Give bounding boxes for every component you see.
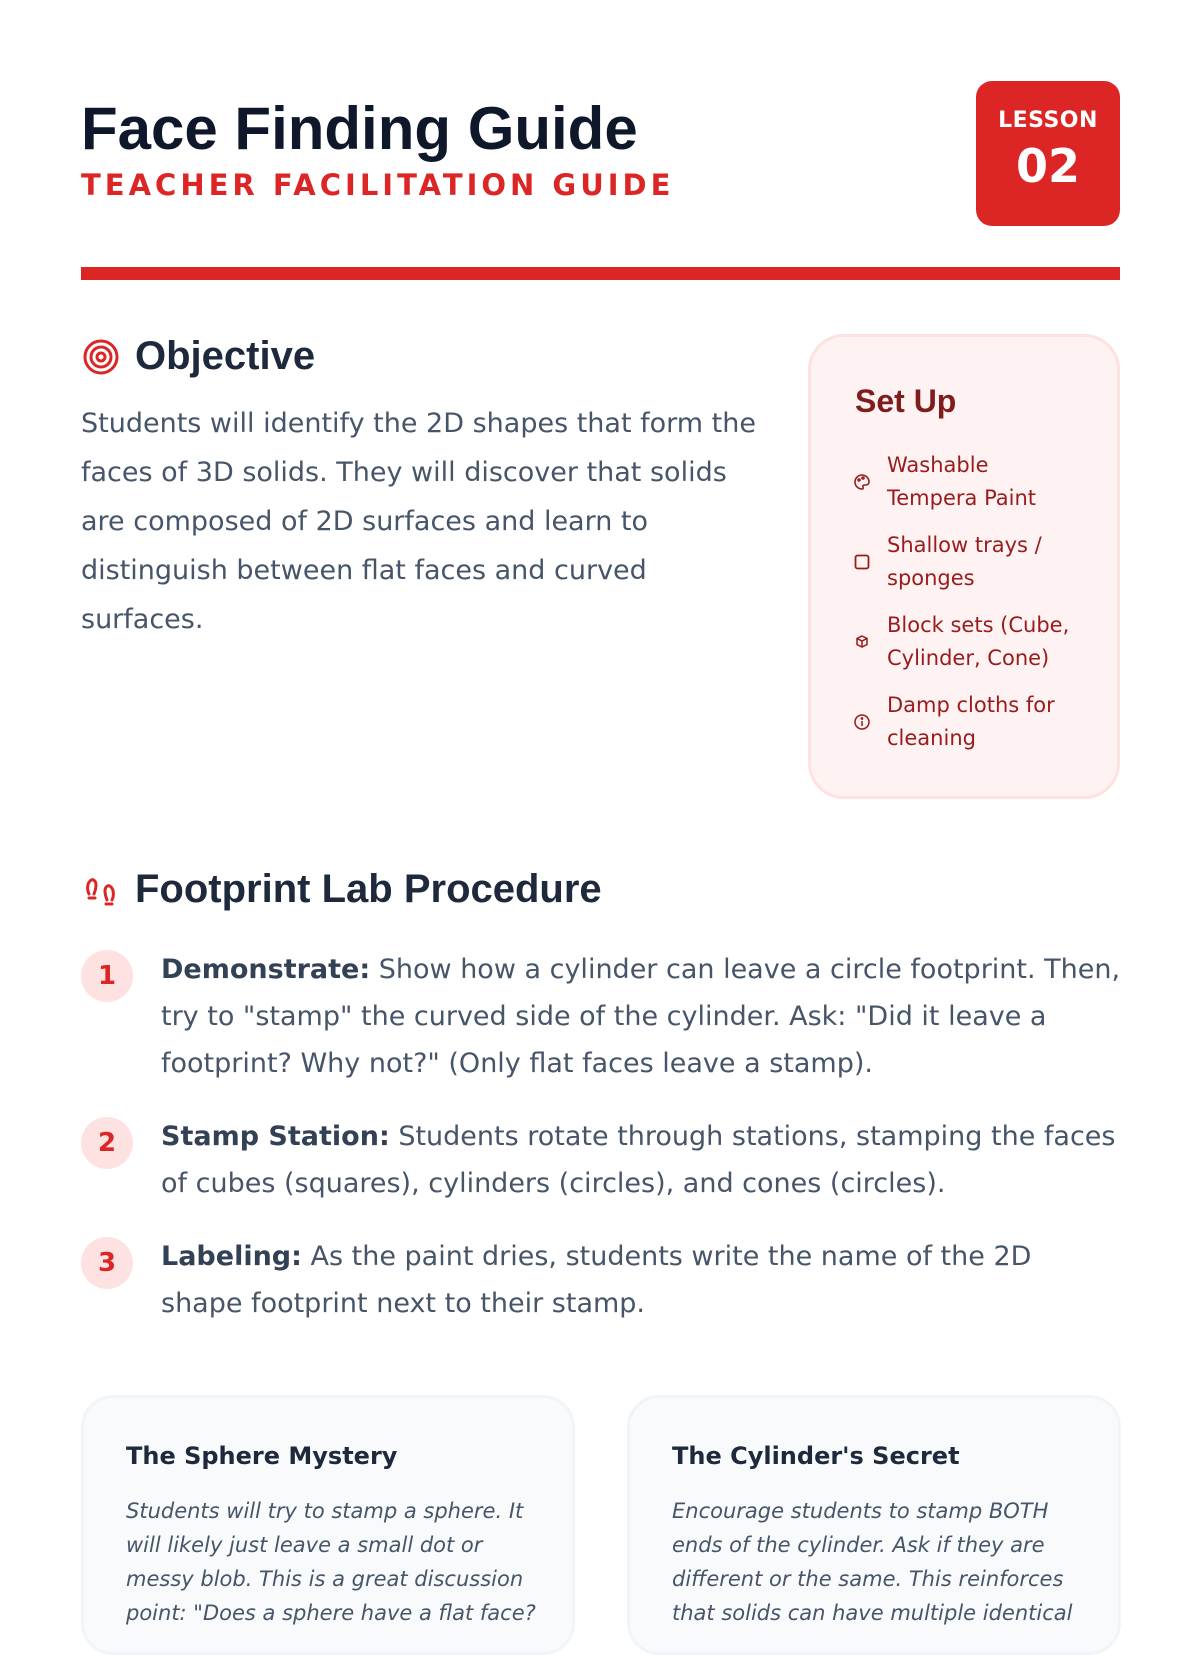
lesson-badge <box>976 81 1120 226</box>
objective-heading <box>81 334 315 379</box>
tip-card-title: The Sphere Mystery <box>126 1442 398 1470</box>
setup-item <box>853 609 1083 675</box>
palette-icon <box>853 473 871 491</box>
header-divider <box>81 267 1120 280</box>
tip-card-sphere <box>81 1395 575 1655</box>
procedure-steps <box>81 946 1121 1353</box>
setup-item <box>853 449 1083 515</box>
step-text: Students rotate through stations, stamping the faces of cubes (squares), cylinders (circles), and cones (circles). <box>161 1121 1116 1199</box>
target-icon <box>81 337 121 377</box>
setup-list <box>853 449 1083 769</box>
step-text: Show how a cylinder can leave a circle footprint. Then, try to "stamp" the curved side of the cylinder. Ask: "Did it leave a footprint? Why not?" (Only flat faces leave a stamp). <box>161 954 1121 1079</box>
tip-card-cylinder <box>627 1395 1121 1655</box>
step-title: Stamp Station: <box>161 1121 390 1152</box>
square-icon <box>853 553 871 571</box>
tip-card-text: Students will try to stamp a sphere. It will likely just leave a small dot or messy blob. This is a great discussion point: "Does a sphere have a flat face? <box>126 1499 536 1625</box>
lesson-badge-label: LESSON <box>998 108 1098 133</box>
setup-item-label: Block sets (Cube, Cylinder, Cone) <box>887 613 1070 670</box>
objective-text: Students will identify the 2D shapes that form the faces of 3D solids. They will discover that solids are composed of 2D surfaces and learn to distinguish between flat faces and curved surfaces. <box>81 408 756 635</box>
step-number: 3 <box>81 1237 133 1289</box>
step-text: As the paint dries, students write the name of the 2D shape footprint next to their stamp. <box>161 1241 1032 1319</box>
setup-item <box>853 529 1083 595</box>
setup-item-label: Washable Tempera Paint <box>887 453 1037 510</box>
procedure-step <box>81 1233 1121 1327</box>
footprints-icon <box>81 870 121 910</box>
setup-item <box>853 689 1083 755</box>
procedure-step <box>81 1113 1121 1207</box>
info-icon <box>853 713 871 731</box>
tip-card-title: The Cylinder's Secret <box>672 1442 960 1470</box>
setup-item-label: Shallow trays / sponges <box>887 533 1042 590</box>
step-title: Demonstrate: <box>161 954 371 985</box>
setup-item-label: Damp cloths for cleaning <box>887 693 1055 750</box>
procedure-heading <box>81 867 602 912</box>
setup-title: Set Up <box>855 383 957 419</box>
procedure-step <box>81 946 1121 1087</box>
setup-panel <box>808 334 1120 799</box>
procedure-heading-label: Footprint Lab Procedure <box>135 867 602 911</box>
page-subtitle: TEACHER FACILITATION GUIDE <box>81 168 675 202</box>
tip-card-text: Encourage students to stamp BOTH ends of the cylinder. Ask if they are different or the same. This reinforces that solids can have multiple identical <box>672 1499 1073 1625</box>
step-title: Labeling: <box>161 1241 302 1272</box>
page-title: Face Finding Guide <box>81 95 638 162</box>
lesson-badge-number: 02 <box>1015 139 1080 193</box>
step-number: 1 <box>81 950 133 1002</box>
cube-icon <box>853 633 871 651</box>
objective-heading-label: Objective <box>135 334 316 378</box>
step-number: 2 <box>81 1117 133 1169</box>
